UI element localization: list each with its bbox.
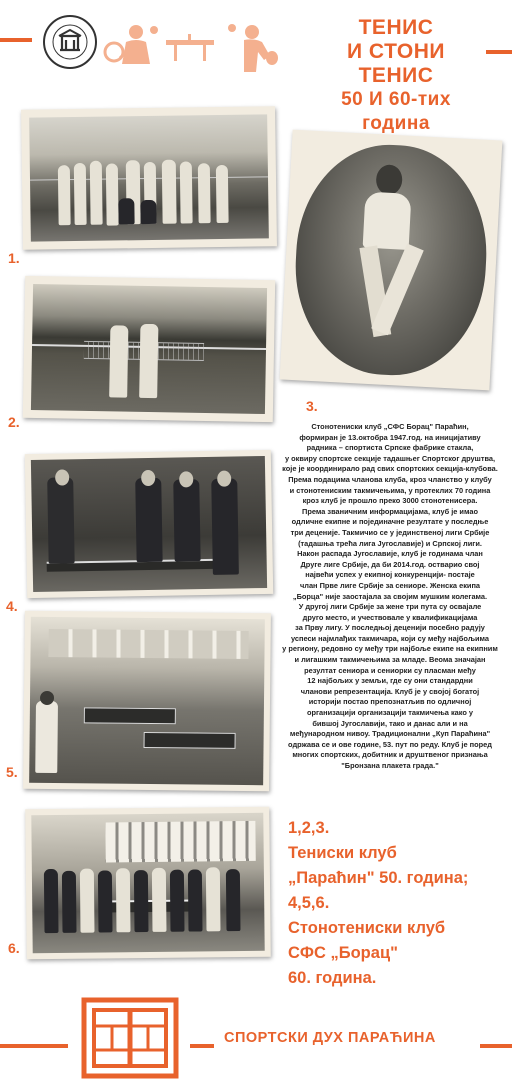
text-line: У другој лиги Србије за жене три пута су освајале: [298, 602, 482, 612]
photo-2-number: 2.: [8, 414, 20, 430]
photo-1-number: 1.: [8, 250, 20, 266]
text-line: у оквиру спортске секције тадашњег Спортског друштва,: [284, 453, 496, 463]
title-line-1: ТЕНИС: [358, 16, 434, 39]
tennis-court-logo-icon: [80, 996, 180, 1080]
text-line: „Борца" није заостајала за својим мушким колегама.: [292, 591, 488, 601]
photo-5-table-tennis-hall: [23, 611, 271, 792]
caption-line-1: 1,2,3.: [288, 819, 330, 837]
text-line: кроз клуб је прошло преко 3000 стонотенисера.: [302, 496, 478, 506]
text-line: 12 најбољих у земљи, где су они стандардни: [307, 676, 473, 686]
text-line: (тадашња трећа лига Југославије) и Српској лиги.: [298, 538, 482, 548]
photo-1-tennis-team: [21, 106, 277, 250]
header-bar-left: [0, 38, 32, 42]
text-line: за Прву лигу. У последњој деценији посебно радују: [295, 623, 485, 633]
caption-line-4: 4,5,6.: [288, 894, 330, 912]
table-tennis-player-icon: [222, 18, 280, 74]
text-line: које је координирало рад свих спортских секција-клубова.: [282, 464, 498, 474]
caption-line-5: Стонотениски клуб: [288, 919, 446, 937]
text-line: Стонотениски клуб „СФС Борац" Параћин,: [311, 422, 469, 431]
text-line: и лигашким такмичењима за младе. Веома значајан: [294, 655, 486, 665]
photo-5-number: 5.: [6, 764, 18, 780]
museum-logo-icon: [42, 14, 98, 70]
header-bar-right: [486, 50, 512, 54]
photo-2-tennis-players: [23, 276, 275, 422]
club-history-text: [272, 422, 508, 772]
text-line: резултат сениора и сениорки су пласман међу: [304, 665, 476, 675]
tennis-player-icon: [102, 22, 162, 74]
text-line: одличне екипне и појединачне резултате у последње: [291, 517, 489, 527]
text-line: Друге лиге Србије, да би 2014.год. остварио свој: [300, 559, 480, 569]
footer-logo: [80, 996, 180, 1080]
text-line: бившој Југославији, тако и данас али и на: [312, 718, 468, 728]
text-line: међународном нивоу. Традиционални „Куп Параћина": [289, 729, 491, 739]
footer-slogan: СПОРТСКИ ДУХ ПАРАЋИНА: [224, 1030, 436, 1046]
footer-bar-mid: [190, 1044, 214, 1048]
footer-bar-right: [480, 1044, 512, 1048]
photo-6-number: 6.: [8, 940, 20, 956]
text-line: највећи успех у екипној конкуренцији- постаје: [305, 570, 475, 580]
caption-line-7: 60. година.: [288, 969, 377, 987]
caption-line-3: „Параћин" 50. година;: [288, 869, 469, 887]
photo-caption: [288, 816, 510, 991]
photo-3-tennis-player-portrait: [280, 130, 503, 391]
photo-6-table-tennis-group: [25, 807, 271, 960]
photo-4-table-tennis-players: [25, 450, 273, 598]
text-line: "Бронзана плакета града.": [341, 761, 439, 770]
text-line: и стонотениским такмичењима, у протеклих 70 година: [289, 485, 491, 495]
text-line: Према званичним информацијама, клуб је имао: [302, 506, 478, 516]
ping-pong-table-icon: [164, 34, 216, 64]
photo-3-number: 3.: [306, 398, 318, 414]
museum-logo: [42, 14, 98, 70]
text-line: у региону, редовно су међу три најбоље екипе на екипним: [282, 644, 498, 654]
text-line: успеси најмлађих такмичара, који су међу најбољима: [290, 633, 490, 643]
text-line: формиран је 13.октобра 1947.год. на иницијативу: [299, 432, 481, 442]
text-line: организацији организацији такмичења како у: [306, 708, 474, 718]
text-line: одржава се и ове године, 53. пут по реду. Клуб је поред: [288, 739, 492, 749]
text-line: историји постао препознатљив по одличној: [308, 697, 472, 707]
text-line: Након распада Југославије, клуб је годинама члан: [297, 549, 483, 559]
text-line: многих спортских, добитник и друштвеног признања: [292, 750, 488, 760]
footer-bar-left: [0, 1044, 68, 1048]
text-line: три деценије. Такмичио се у јединственој лиги Србије: [290, 527, 490, 537]
caption-line-6: СФС „Борац": [288, 944, 398, 962]
caption-line-2: Тениски клуб: [288, 844, 397, 862]
title-line-2: И СТОНИ ТЕНИС: [347, 40, 445, 87]
text-line: друго место, и учествовале у квалификацијама: [302, 612, 478, 622]
text-line: Према подацима чланова клуба, кроз чланство у клубу: [288, 474, 492, 484]
text-line: чланови репрезентација. Клуб је у својој богатој: [300, 686, 480, 696]
title-line-3: 50 И 60-тих година: [341, 89, 451, 134]
photo-4-number: 4.: [6, 598, 18, 614]
text-line: радника – спортиста Српске фабрике стакла,: [306, 443, 474, 453]
page-title: [316, 16, 476, 136]
text-line: члан Прве лиге Србије за сениоре. Женска екипа: [299, 580, 481, 590]
